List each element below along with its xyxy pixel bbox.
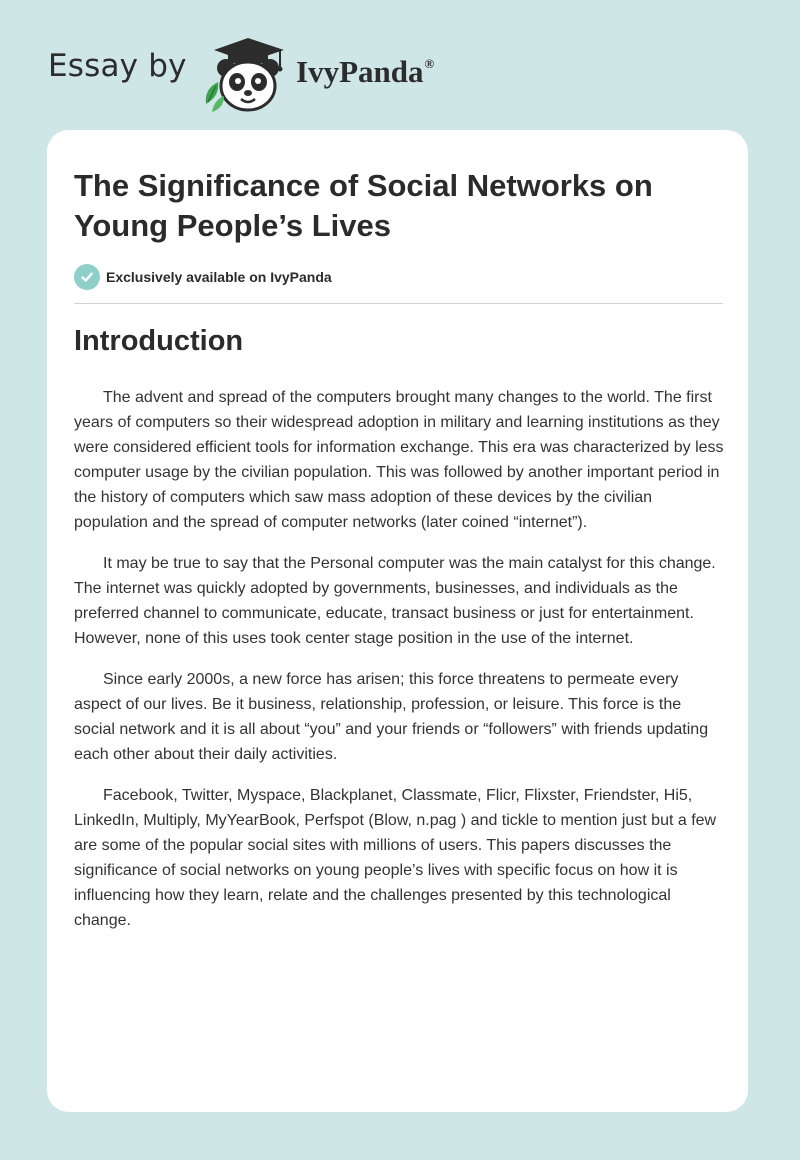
- panda-graduate-icon[interactable]: [200, 34, 292, 114]
- exclusive-badge: [74, 262, 332, 292]
- section-heading: Introduction: [74, 325, 244, 357]
- paragraph: Facebook, Twitter, Myspace, Blackplanet, Classmate, Flicr, Flixster, Friendster, Hi5, LinkedIn, Multiply, MyYearBook, Perfspot (Blow, n.pag ) and tickle to mention just but a few are some of the popular social sites with millions of users. This papers discusses the significance of social networks on young people’s lives with specific focus on how it is influencing how they learn, relate and the challenges presented by this technological change.: [74, 787, 717, 929]
- essay-body: [74, 385, 725, 949]
- check-circle-icon: [74, 264, 100, 290]
- essay-title: The Significance of Social Networks on Young People’s Lives: [74, 168, 653, 243]
- paragraph: It may be true to say that the Personal computer was the main catalyst for this change. The internet was quickly adopted by governments, businesses, and individuals as the preferred channel to communicate, educate, transact business or just for entertainment. However, none of this uses took center stage position in the use of the internet.: [74, 555, 716, 647]
- paragraph: Since early 2000s, a new force has arisen; this force threatens to permeate every aspect of our lives. Be it business, relationship, profession, or leisure. This force is the social network and it is all about “you” and your friends or “followers” with friends updating each other about their daily activities.: [74, 671, 709, 763]
- ivypanda-wordmark[interactable]: IvyPanda®: [296, 54, 435, 89]
- paragraph: The advent and spread of the computers brought many changes to the world. The first years of computers so their widespread adoption in military and learning institutions as they were considered efficient tools for information exchange. This era was characterized by less computer usage by the civilian population. This was followed by another important period in the history of computers which saw mass adoption of these devices by the civilian population and the spread of computer networks (later coined “internet”).: [74, 389, 724, 531]
- registered-mark: ®: [424, 56, 435, 71]
- essay-by-label: Essay by: [48, 48, 187, 84]
- site-header: [48, 34, 508, 114]
- essay-card: [47, 130, 748, 1112]
- title-divider: [74, 303, 723, 304]
- exclusive-badge-text: Exclusively available on IvyPanda: [106, 269, 332, 285]
